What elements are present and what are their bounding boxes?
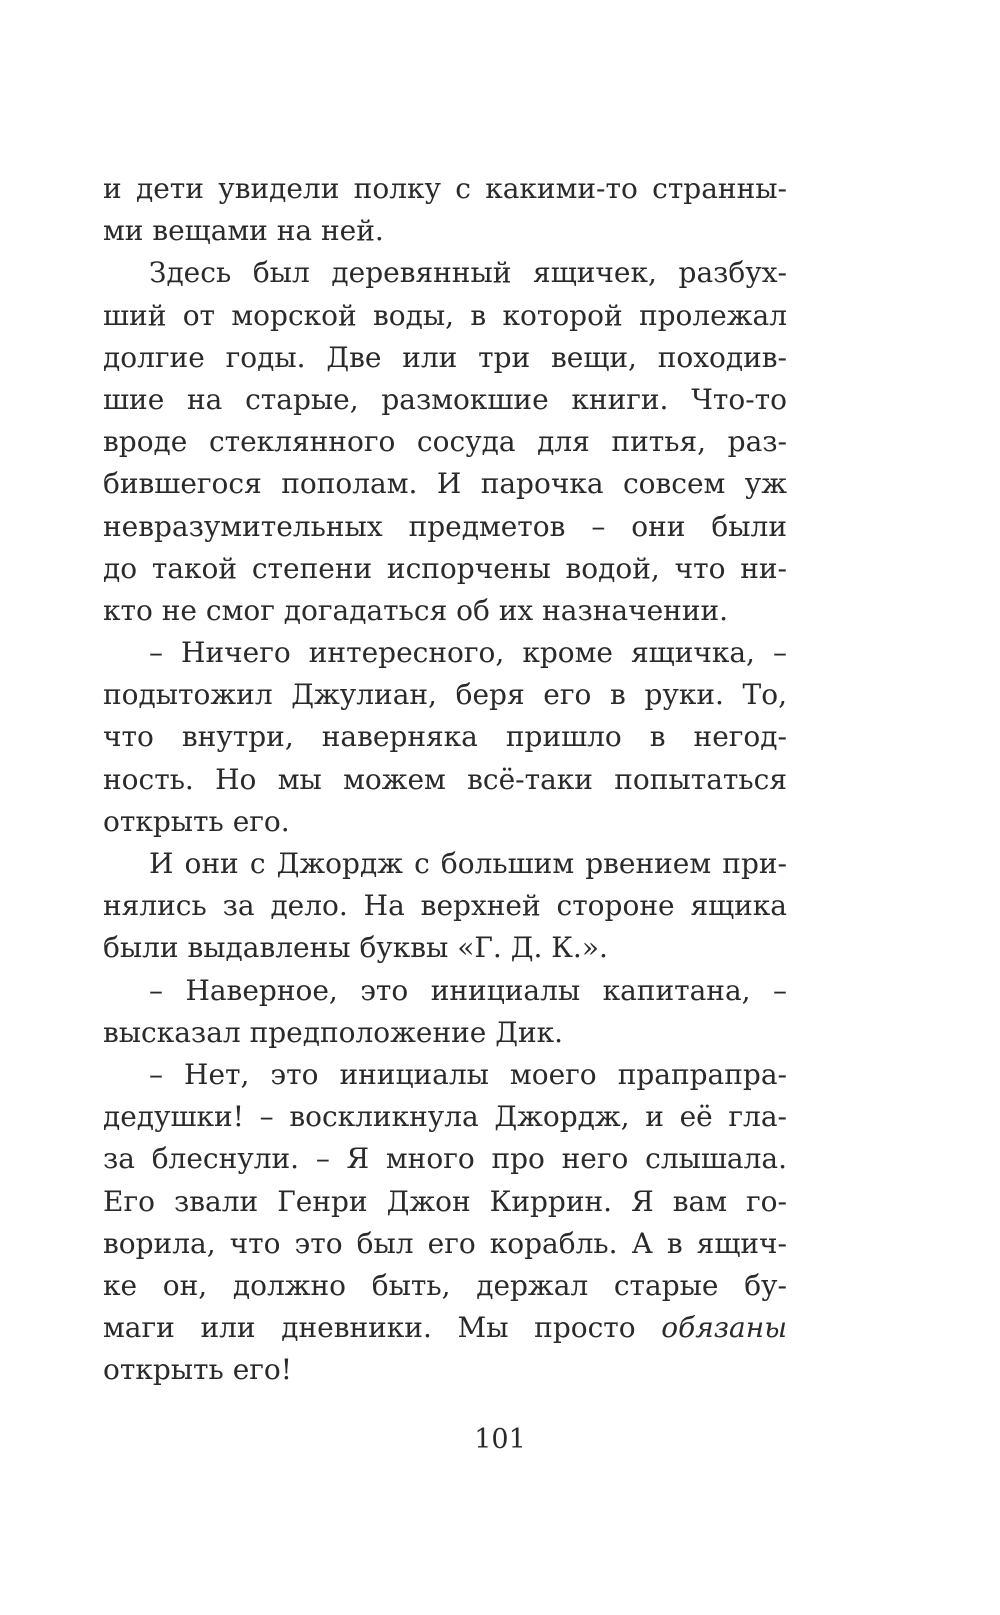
text-line: дедушки! – воскликнула Джордж, и её гла-: [103, 1100, 787, 1134]
text-line: и дети увидели полку с какими-то странны-: [103, 172, 787, 205]
text-line: – Нет, это инициалы моего прапрапра-: [149, 1057, 787, 1091]
text-line: [103, 1307, 787, 1349]
text-line: подытожил Джулиан, беря его в руки. То,: [103, 678, 787, 712]
text-line: были выдавлены буквы «Г. Д. К.».: [103, 931, 608, 965]
body-text: [103, 168, 787, 1391]
text-line: долгие годы. Две или три вещи, походив-: [103, 340, 787, 374]
text-line: бившегося пополам. И парочка совсем уж: [103, 467, 787, 501]
text-line: И они с Джордж с большим рвением при-: [149, 847, 787, 880]
text-line: ворила, что это был его корабль. А в ящич-: [103, 1226, 787, 1260]
text-line: Здесь был деревянный ящичек, разбух-: [149, 256, 787, 290]
text-line: высказал предположение Дик.: [103, 1015, 564, 1049]
text-segment: маги или дневники. Мы просто: [103, 1311, 662, 1345]
page-number: 101: [474, 1424, 526, 1455]
text-line: ми вещами на ней.: [103, 214, 384, 248]
text-line: до такой степени испорчены водой, что ни-: [103, 551, 787, 585]
text-line: – Ничего интересного, кроме ящичка, –: [149, 636, 787, 670]
text-line: что внутри, наверняка пришло в негод-: [103, 720, 787, 754]
text-line: вроде стеклянного сосуда для питья, раз-: [103, 425, 787, 459]
text-line: нялись за дело. На верхней стороне ящика: [103, 889, 787, 923]
italic-emphasis: обязаны: [661, 1311, 787, 1345]
text-line: ке он, должно быть, держал старые бу-: [103, 1268, 787, 1302]
text-line: за блеснули. – Я много про него слышала.: [103, 1142, 787, 1176]
text-line: ший от морской воды, в которой пролежал: [103, 298, 787, 332]
text-line: кто не смог догадаться об их назначении.: [103, 593, 729, 627]
text-line: открыть его!: [103, 1353, 293, 1387]
text-line: невразумительных предметов – они были: [103, 509, 787, 543]
text-line: Его звали Генри Джон Киррин. Я вам го-: [103, 1184, 787, 1218]
text-line: открыть его.: [103, 804, 290, 838]
text-line: – Наверное, это инициалы капитана, –: [149, 973, 787, 1007]
text-line: шие на старые, размокшие книги. Что-то: [103, 382, 787, 416]
text-line: ность. Но мы можем всё-таки попытаться: [103, 762, 787, 796]
